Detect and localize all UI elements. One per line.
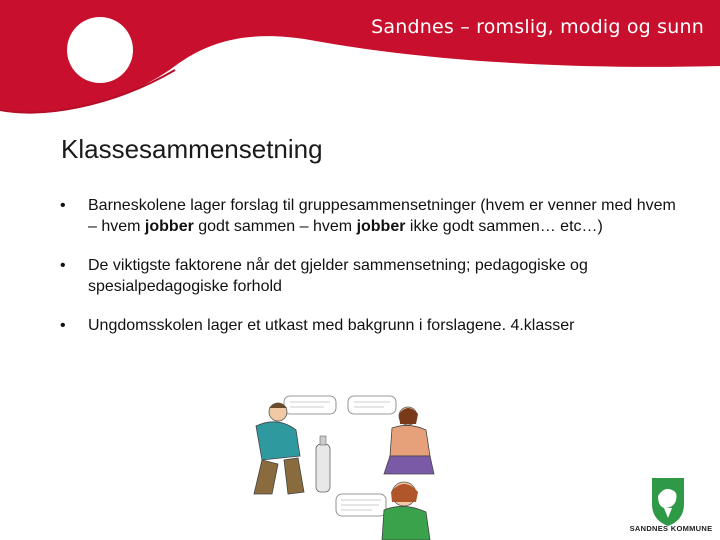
page-title: Klassesammensetning bbox=[61, 134, 323, 164]
bullet-item bbox=[60, 196, 680, 237]
bullet-bold-text: jobber bbox=[356, 217, 406, 235]
bullet-text: godt sammen – hvem bbox=[193, 217, 357, 235]
bullet-item bbox=[60, 256, 680, 297]
bullet-list bbox=[60, 196, 680, 356]
bullet-marker: • bbox=[60, 317, 66, 334]
bullet-text: Ungdomsskolen lager et utkast med bakgrunn i forslagene. 4.klasser bbox=[88, 317, 575, 334]
header-banner bbox=[0, 0, 720, 125]
logo-circle bbox=[67, 17, 133, 83]
logo-text: SANDNES KOMMUNE bbox=[629, 524, 713, 533]
bullet-text: De viktigste faktorene når det gjelder sammensetning; pedagogiske og spesialpedagogiske forhold bbox=[88, 257, 588, 295]
header-tagline: Sandnes – romslig, modig og sunn bbox=[371, 16, 704, 38]
bullet-item bbox=[60, 316, 680, 337]
bullet-bold-text: jobber bbox=[144, 217, 194, 235]
bullet-marker: • bbox=[60, 197, 66, 214]
bullet-text: Barneskolene lager forslag til gruppesammensetninger (hvem er venner med hvem – hvem bbox=[88, 197, 676, 235]
children-discussion-illustration bbox=[244, 394, 450, 540]
bullet-marker: • bbox=[60, 257, 66, 274]
bullet-text: ikke godt sammen… etc…) bbox=[405, 217, 603, 235]
